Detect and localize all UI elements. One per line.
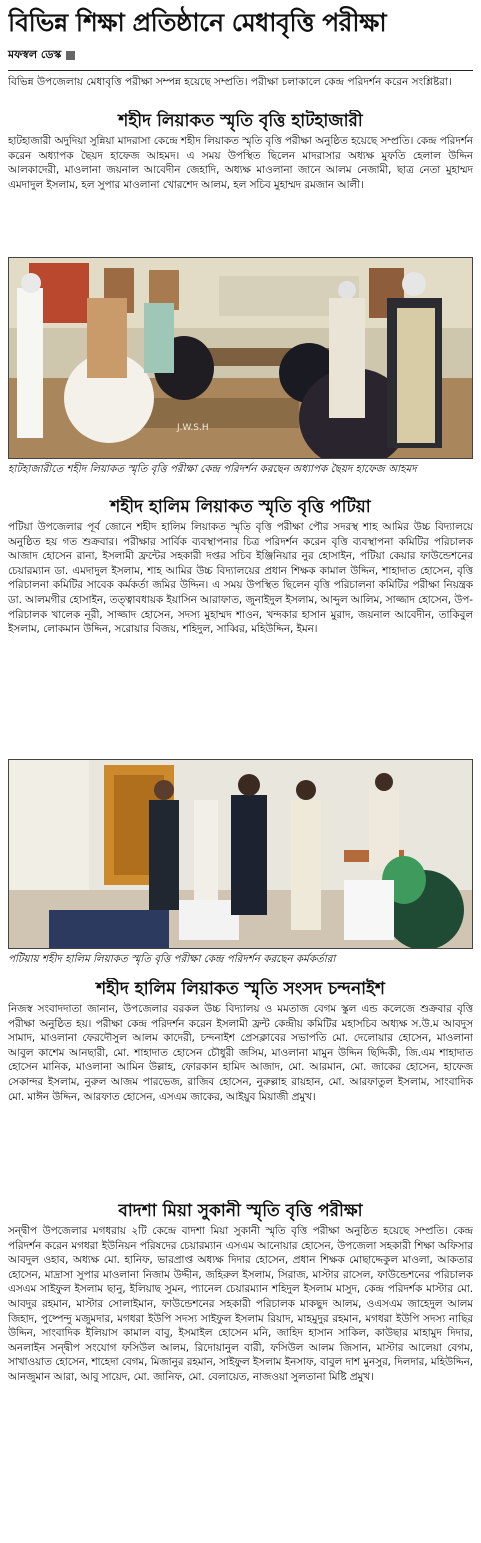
section-body-patiya: পটিয়া উপজেলার পূর্ব জোনে শহীদ হালিম লিয়াকত স্মৃতি বৃত্তি পরীক্ষা পৌর সদরস্থ শাহ আমির উচ্চ বিদ্যালয়ে অনুষ্ঠিত হয় গত শুক্রবার। পরীক্ষার সার্বিক ব্যবস্থাপনার চিত্র পরিদর্শন করেন বৃত্তি ব্যবস্থাপনা কমিটির পরিচালক আজাদ হোসেন রানা, ইসলামী ফ্রন্টের সহকারী দপ্তর সচিব ইঞ্জিনিয়ার নুর হোসাইন, পটিয়া কেয়ার ফাউন্ডেশনের চেয়ারম্যান ডা. এমদাদুল ইসলাম, শাহ আমির উচ্চ বিদ্যালয়ের প্রধান শিক্ষক কামাল উদ্দিন, শাহাদাত হোসেন, বৃত্তি পরিচালনা কমিটির সাবেক কর্মকর্তা জমির উদ্দিন। এ সময় উপস্থিত ছিলেন বৃত্তি পরিচালনা কমিটির পরীক্ষা নিয়ন্ত্রক ডা. আলমগীর হোসাইন, তত্ত্বাবধায়ক ইয়াসিন আরাফাত, জুনাইদুল ইসলাম, আব্দুল আলিম, সাজ্জাদ হোসেন, উপ-পরিচালক খালেক নূরী, সাজ্জাদ হোসেন, সদস্য মুহাম্মদ শাওন, খন্দকার হাসান মুরাদ, জয়নাল আবেদীন, তাকিবুল ইসলাম, লোকমান উদ্দিন, সরোয়ার বিজয়, শহিদুল, সাব্বির, মহিউদ্দিন, ইমন। xyxy=(8,521,473,636)
section-title-hathazari: শহীদ লিয়াকত স্মৃতি বৃত্তি হাটহাজারী xyxy=(118,111,363,131)
classroom-photo-illustration xyxy=(9,760,472,948)
section-body-hathazari: হাটহাজারী অদুদিয়া সুন্নিয়া মাদরাসা কেন্দ্রে শহীদ লিয়াকত স্মৃতি বৃত্তি পরীক্ষা অনুষ্ঠিত হয়েছে সম্প্রতি। কেন্দ্র পরিদর্শন করেন অধ্যাপক ছৈয়দ হাফেজ আহমদ। এ সময় উপস্থিত ছিলেন মাদরাসার অধ্যক্ষ মুফতি হেলাল উদ্দিন আলকাদেরী, মাওলানা জয়নাল আবেদীন জেহাদি, অধ্যক্ষ মাওলানা জানে আলম নেজামী, ছাত্র নেতা মুহাম্মদ এমদাদুল ইসলাম, হল সুপার মাওলানা খোরশেদ আলম, হল সচিব মুহাম্মদ রমজান আলী। xyxy=(8,135,473,191)
desk-label: মফস্বল ডেস্ক xyxy=(8,47,62,61)
caption-patiya: পটিয়ায় শহীদ হালিম লিয়াকত স্মৃতি বৃত্তি পরীক্ষা কেন্দ্র পরিদর্শন করছেন কর্মকর্তারা xyxy=(8,953,336,965)
lead-paragraph: বিভিন্ন উপজেলায় মেধাবৃত্তি পরীক্ষা সম্পন্ন হয়েছে সম্প্রতি। পরীক্ষা চলাকালে কেন্দ্র পরিদর্শন করেন সংশ্লিষ্টরা। xyxy=(8,70,473,106)
exam-hall-photo-illustration xyxy=(9,258,472,458)
photo-patiya-exam xyxy=(8,759,473,949)
section-title-sandwip: বাদশা মিয়া সুকানী স্মৃতি বৃত্তি পরীক্ষা xyxy=(118,1201,363,1221)
photo-hathazari-exam xyxy=(8,257,473,459)
section-body-chandanaish: নিজস্ব সংবাদদাতা জানান, উপজেলার বরকল উচ্চ বিদ্যালয় ও মমতাজ বেগম স্কুল এন্ড কলেজে শুক্রবার বৃত্তি পরীক্ষা অনুষ্ঠিত হয়। পরীক্ষা কেন্দ্র পরিদর্শন করেন ইসলামী ফ্রন্ট কেন্দ্রীয় কমিটির মহাসচিব অধ্যক্ষ স.উ.ম আবদুস সামাদ, মাওলানা ফেরদৌসুল আলম কাদেরী, চন্দনাইশ প্রেসক্লাবের সভাপতি মো. দেলোয়ার হোসেন, মাওলানা আবুল কাশেম আনছারী, মো. শাহাদাত হোসেন চৌধুরী জসিম, মাওলানা মামুন উদ্দিন ছিদ্দিকী, জি.এম শাহাদাত হোসেন মানিক, মাওলানা আমিন উল্লাহ, ফোরকান হামিদ আজাদ, মো. আরমান, মো. জাকের হোসেন, হাফেজ সেকান্দর ইসলাম, নুরুল আজম পারভেজ, রাজিব হোসেন, নুরুল্লাহ রায়হান, মো. আরফাতুল ইসলাম, সাংবাদিক মো. মাঈন উদ্দিন, আরফাত হোসেন, এসএম জাকের, আইয়ুব মিয়াজী প্রমুখ। xyxy=(8,1003,473,1103)
section-title-chandanaish: শহীদ হালিম লিয়াকত স্মৃতি সংসদ চন্দনাইশ xyxy=(96,979,385,999)
section-body-sandwip: সন্দ্বীপ উপজেলার মগধরায় ২টি কেন্দ্রে বাদশা মিয়া সুকানী স্মৃতি বৃত্তি পরীক্ষা অনুষ্ঠিত হয়েছে সম্প্রতি। কেন্দ্র পরিদর্শন করেন মগধরা ইউনিয়ন পরিষদের চেয়ারম্যান এসএম আনোয়ার হোসেন, উপজেলা সহকারী শিক্ষা অফিসার আবদুল ওহাব, অধ্যক্ষ মো. হানিফ, ভারপ্রাপ্ত অধ্যক্ষ দিদার হোসেন, প্রধান শিক্ষক মোছাদ্দেকুল মাওলা, আকতার হোসেন, মাদ্রাসা সুপার মাওলানা নিজাম উদ্দীন, জহিরুল ইসলাম, সিরাজ, মাস্টার রাসেল, ফাউন্ডেশনের পরিচালক এসএম সাইফুল ইসলাম ছানু, ইলিয়াছ সুমন, প্যানেল চেয়ারম্যান শহিদুল ইসলাম মাসুদ, কেন্দ্র পরিদর্শক মাস্টার মো. আবদুর রহমান, মাস্টার সোলাইমান, ফাউন্ডেশনের সহকারী পরিচালক মাকছুদ আলম, ওএসএম জাহেদুল আলম জিহাদ, পুষ্পেন্দু মজুমদার, মগধরা ইউপি সদস্য সাইফুল ইসলাম রিয়াদ, মাহমুদুর রহমান, মগধরা ইউপি সদস্য নাছির উদ্দিন, সাংবাদিক ইলিয়াস কামাল বাবু, ইসমাইল হোসেন মনি, জাহিদ হাসান সাকিল, কাউছার মাহামুদ দিদার, অনলাইন সন্দ্বীপ সংযোগ ফসিউল আলম, রিদোয়ানুল বারী, ফসিউল আলম জিসান, মাস্টার আলেয়া বেগম, সাখাওয়াত হোসেন, শাহেদা বেগম, মিজানুর রহমান, সাইফুল ইসলাম ইনসাফ, বাবুল দাশ মুনসুর, দিলদার, মহিউদ্দিন, আনজুমান আরা, আবু সায়েদ, মো. জানিফ, মো. বেলায়েত, নাজওয়া সুলতানা মিষ্টি প্রমুখ। xyxy=(8,1225,473,1383)
caption-hathazari: হাটহাজারীতে শহীদ লিয়াকত স্মৃতি বৃত্তি পরীক্ষা কেন্দ্র পরিদর্শন করছেন অধ্যাপক ছৈয়দ হাফেজ আহমদ xyxy=(8,463,417,475)
section-title-patiya: শহীদ হালিম লিয়াকত স্মৃতি বৃত্তি পটিয়া xyxy=(110,497,371,517)
desk-line xyxy=(8,46,473,64)
desk-sign-text: J.W.S.H xyxy=(177,423,209,433)
square-bullet-icon xyxy=(66,51,75,60)
main-headline: বিভিন্ন শিক্ষা প্রতিষ্ঠানে মেধাবৃত্তি পরীক্ষা xyxy=(8,8,387,37)
